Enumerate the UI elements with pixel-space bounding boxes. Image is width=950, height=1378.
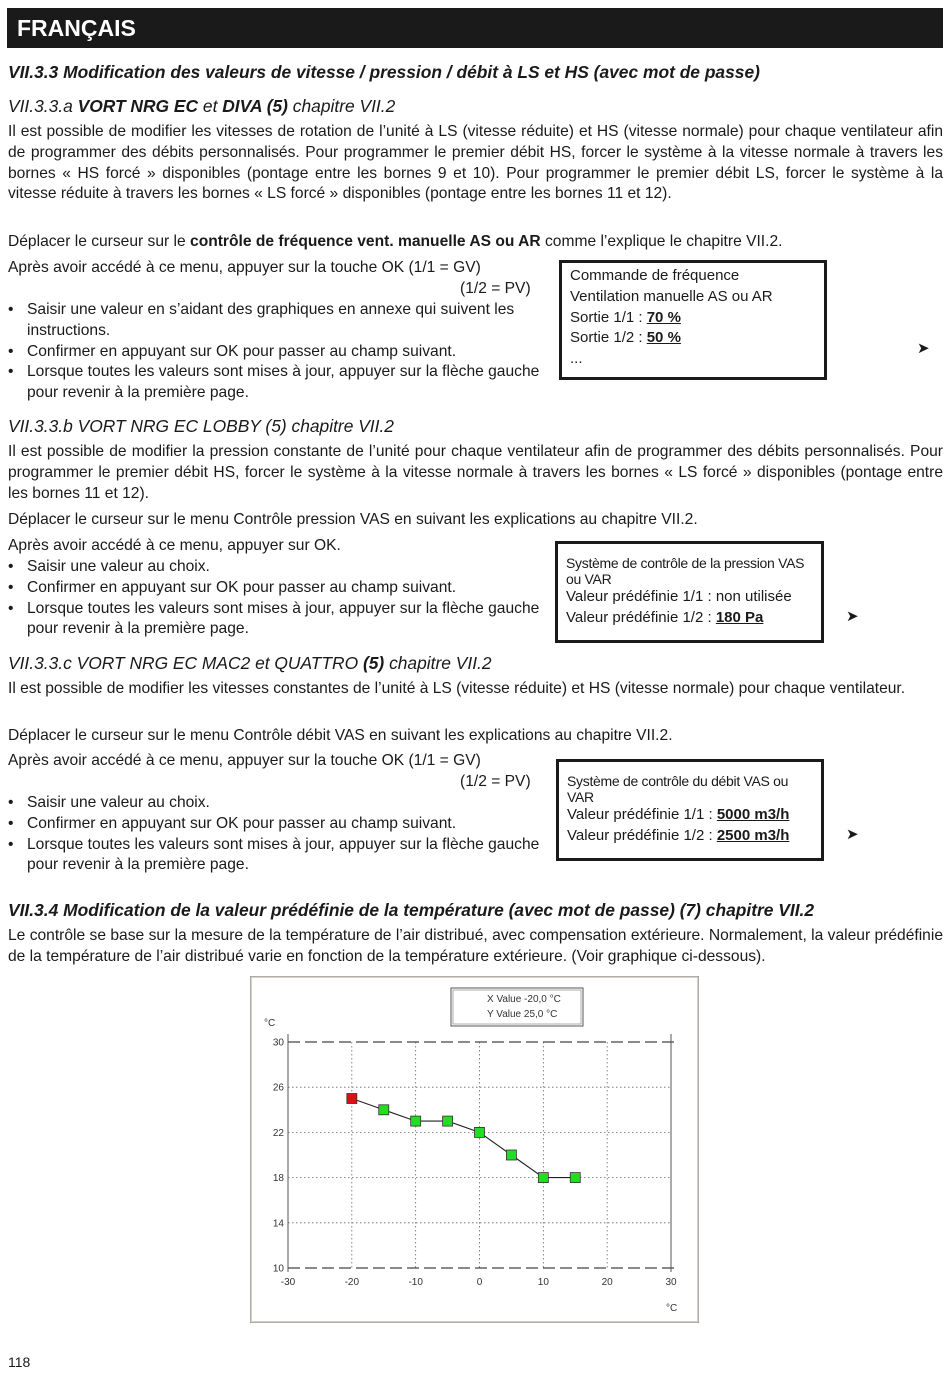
- x-tick-label: -20: [344, 1277, 360, 1288]
- subsection-title-a: VII.3.3.a VORT NRG EC et DIVA (5) chapitre VII.2: [8, 96, 396, 116]
- paragraph-c-intro: Il est possible de modifier les vitesses constantes de l’unité à LS (vitesse réduite) et HS (vitesse normale) pour chaque ventilateur.: [8, 680, 906, 697]
- bullet-list-c: [8, 793, 550, 876]
- box-value: 180 Pa: [715, 608, 764, 626]
- list-item: • Lorsque toutes les valeurs sont mises à jour, appuyer sur la flèche gauche pour revenir à la première page.: [8, 599, 550, 641]
- data-point: [538, 1173, 548, 1183]
- paragraph-b-intro: Il est possible de modifier la pression constante de l’unité pour chaque ventilateur afin de programmer des débits personnalisés. Pour programmer le premier débit HS, forcer le système à la vitesse normale à travers les bornes « LS forcé » disponibles (pontage entre les bornes 11 et 12).: [8, 443, 943, 502]
- readout-y-value: Y Value 25,0 °C: [487, 1009, 558, 1020]
- x-tick-label: 10: [537, 1277, 549, 1288]
- y-axis-label: °C: [264, 1018, 276, 1029]
- paragraph-a-move: Déplacer le curseur sur le contrôle de fréquence vent. manuelle AS ou AR comme l’explique le chapitre VII.2.: [8, 233, 783, 250]
- box-line: Sortie 1/1 : 70 %: [570, 308, 681, 326]
- arrow-right-icon: ➤: [846, 608, 859, 625]
- x-tick-label: 20: [601, 1277, 613, 1288]
- display-box-b: [555, 541, 824, 643]
- arrow-right-icon: ➤: [846, 826, 859, 843]
- box-line: Valeur prédéfinie 1/1 : 5000 m3/h: [567, 806, 790, 823]
- list-item: • Lorsque toutes les valeurs sont mises à jour, appuyer sur la flèche gauche pour revenir à la première page.: [8, 362, 550, 404]
- box-line: ...: [570, 350, 583, 368]
- y-tick-label: 14: [272, 1218, 284, 1230]
- box-value: 50 %: [646, 329, 681, 347]
- paragraph-b-move: Déplacer le curseur sur le menu Contrôle pression VAS en suivant les explications au chapitre VII.2.: [8, 511, 698, 528]
- box-line: Système de contrôle du débit VAS ou VAR: [567, 773, 789, 805]
- arrow-right-icon: ➤: [917, 340, 930, 357]
- list-item: • Confirmer en appuyant sur OK pour passer au champ suivant.: [8, 814, 550, 835]
- subsection-title-b: VII.3.3.b VORT NRG EC LOBBY (5) chapitre VII.2: [8, 416, 394, 436]
- y-tick-label: 10: [272, 1263, 284, 1275]
- selected-data-point: [347, 1094, 357, 1104]
- x-tick-label: 30: [665, 1277, 677, 1288]
- data-point: [570, 1173, 580, 1183]
- box-value: 5000 m3/h: [716, 806, 790, 823]
- readout-x-value: X Value -20,0 °C: [487, 994, 561, 1005]
- list-item: • Saisir une valeur en s’aidant des graphiques en annexe qui suivent les instructions.: [8, 300, 550, 342]
- box-line: Commande de fréquence: [570, 267, 740, 284]
- y-tick-label: 18: [272, 1173, 284, 1185]
- x-tick-label: -30: [280, 1277, 296, 1288]
- paragraph-a-after: Après avoir accédé à ce menu, appuyer sur la touche OK (1/1 = GV): [8, 259, 481, 276]
- paragraph-a-intro: Il est possible de modifier les vitesses de rotation de l’unité à LS (vitesse réduite) et HS (vitesse normale) pour chaque ventilateur afin de programmer des débits personnalisés. Pour programmer le premier débit HS, forcer le système à la vitesse normale à travers les bornes « HS forcé » disponibles (pontage entre les bornes 9 et 10). Pour programmer le premier débit LS, forcer le système à la vitesse réduite à travers les bornes « LS forcé » disponibles (pontage entre les bornes 11 et 12).: [8, 123, 943, 203]
- box-line: Valeur prédéfinie 1/1 : non utilisée: [566, 588, 792, 605]
- box-line: Sortie 1/2 : 50 %: [570, 329, 681, 347]
- data-point: [411, 1116, 421, 1126]
- display-box-c: [556, 759, 824, 861]
- box-line: Système de contrôle de la pression VAS ou VAR: [566, 555, 805, 587]
- data-point: [475, 1127, 485, 1137]
- subsection-title-c: VII.3.3.c VORT NRG EC MAC2 et QUATTRO (5) chapitre VII.2: [8, 653, 492, 673]
- section-title-vii-3-3: VII.3.3 Modification des valeurs de vitesse / pression / débit à LS et HS (avec mot de passe): [8, 62, 760, 82]
- x-tick-label: 0: [476, 1277, 483, 1288]
- y-tick-label: 22: [272, 1127, 284, 1139]
- box-line: Valeur prédéfinie 1/2 : 180 Pa: [566, 608, 764, 626]
- list-item: • Confirmer en appuyant sur OK pour passer au champ suivant.: [8, 578, 550, 599]
- paragraph-b-after: Après avoir accédé à ce menu, appuyer sur OK.: [8, 537, 341, 554]
- box-value: 70 %: [646, 308, 681, 326]
- list-item: • Confirmer en appuyant sur OK pour passer au champ suivant.: [8, 342, 550, 363]
- y-tick-label: 26: [272, 1082, 284, 1094]
- display-box-a: [559, 260, 827, 380]
- data-point: [443, 1116, 453, 1126]
- bullet-list-b: [8, 557, 550, 640]
- paragraph-a-pv: (1/2 = PV): [460, 280, 531, 297]
- paragraph-c-pv: (1/2 = PV): [460, 773, 531, 790]
- box-line: Ventilation manuelle AS ou AR: [570, 287, 773, 305]
- temperature-curve-chart[interactable]: [250, 976, 699, 1323]
- chart-background: [252, 978, 697, 1321]
- paragraph-vii-3-4: Le contrôle se base sur la mesure de la température de l’air distribué, avec compensation extérieure. Normalement, la valeur prédéfinie de la température de l’air distribué varie en fonction de la température extérieure. (Voir graphique ci-dessous).: [8, 927, 943, 965]
- list-item: • Saisir une valeur au choix.: [8, 793, 550, 814]
- bullet-list-a: [8, 300, 550, 404]
- section-title-vii-3-4: VII.3.4 Modification de la valeur prédéfinie de la température (avec mot de passe) (7) chapitre VII.2: [8, 900, 815, 920]
- x-tick-label: -10: [408, 1277, 423, 1288]
- paragraph-c-after: Après avoir accédé à ce menu, appuyer sur la touche OK (1/1 = GV): [8, 752, 481, 769]
- page-number: 118: [8, 1354, 31, 1370]
- list-item: • Saisir une valeur au choix.: [8, 557, 550, 578]
- x-axis-label: °C: [666, 1303, 678, 1314]
- data-point: [506, 1150, 516, 1160]
- y-tick-label: 30: [272, 1037, 284, 1049]
- value-readout: [451, 988, 583, 1026]
- list-item: • Lorsque toutes les valeurs sont mises à jour, appuyer sur la flèche gauche pour revenir à la première page.: [8, 835, 550, 877]
- box-value: 2500 m3/h: [716, 826, 790, 844]
- data-point: [379, 1105, 389, 1115]
- box-line: Valeur prédéfinie 1/2 : 2500 m3/h: [567, 826, 790, 844]
- language-banner: FRANÇAIS: [7, 8, 943, 48]
- paragraph-c-move: Déplacer le curseur sur le menu Contrôle débit VAS en suivant les explications au chapitre VII.2.: [8, 727, 673, 744]
